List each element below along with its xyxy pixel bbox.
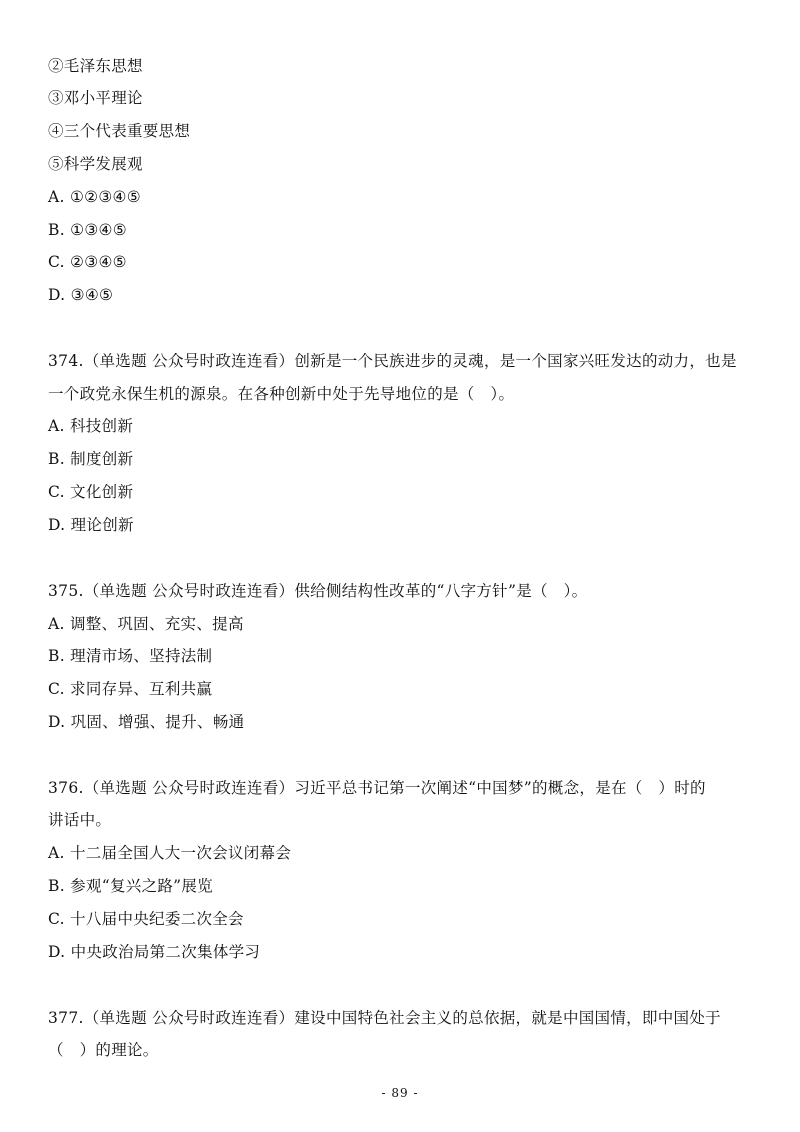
q374-stem-line1: 374.（单选题 公众号时政连连看）创新是一个民族进步的灵魂，是一个国家兴旺发达的动力，也是 xyxy=(48,352,737,370)
q374-option-b: B. 制度创新 xyxy=(48,450,134,468)
q376-option-a: A. 十二届全国人大一次会议闭幕会 xyxy=(48,844,292,862)
q376-option-d: D. 中央政治局第二次集体学习 xyxy=(48,943,261,961)
prev-option-5: ⑤科学发展观 xyxy=(48,155,143,173)
q374-stem-line2: 一个政党永保生机的源泉。在各种创新中处于先导地位的是（ ）。 xyxy=(48,385,515,403)
prev-option-3: ③邓小平理论 xyxy=(48,89,143,107)
q376-option-c: C. 十八届中央纪委二次全会 xyxy=(48,910,244,928)
q374-option-a: A. 科技创新 xyxy=(48,417,134,435)
q377-stem-line1: 377.（单选题 公众号时政连连看）建设中国特色社会主义的总依据，就是中国国情，即中国处于 xyxy=(48,1009,721,1027)
q376-stem-line2: 讲话中。 xyxy=(48,811,112,829)
prev-answer-d: D. ③④⑤ xyxy=(48,286,114,304)
q375-option-b: B. 理清市场、坚持法制 xyxy=(48,647,213,665)
prev-answer-b: B. ①③④⑤ xyxy=(48,221,127,239)
q374-option-d: D. 理论创新 xyxy=(48,516,134,534)
prev-option-2: ②毛泽东思想 xyxy=(48,57,143,75)
q375-option-c: C. 求同存异、互利共赢 xyxy=(48,680,213,698)
q376-stem-line1: 376.（单选题 公众号时政连连看）习近平总书记第一次阐述“中国梦”的概念，是在（ ）时的 xyxy=(48,779,706,797)
prev-option-4: ④三个代表重要思想 xyxy=(48,122,191,140)
q374-option-c: C. 文化创新 xyxy=(48,483,134,501)
q375-option-d: D. 巩固、增强、提升、畅通 xyxy=(48,713,245,731)
q377-stem-line2: （ ）的理论。 xyxy=(48,1041,159,1059)
q375-option-a: A. 调整、巩固、充实、提高 xyxy=(48,615,244,633)
page-number: - 89 - xyxy=(381,1086,419,1100)
prev-answer-a: A. ①②③④⑤ xyxy=(48,188,141,206)
q375-stem-line1: 375.（单选题 公众号时政连连看）供给侧结构性改革的“八字方针”是（ ）。 xyxy=(48,582,588,600)
prev-answer-c: C. ②③④⑤ xyxy=(48,253,127,271)
q376-option-b: B. 参观“复兴之路”展览 xyxy=(48,877,213,895)
